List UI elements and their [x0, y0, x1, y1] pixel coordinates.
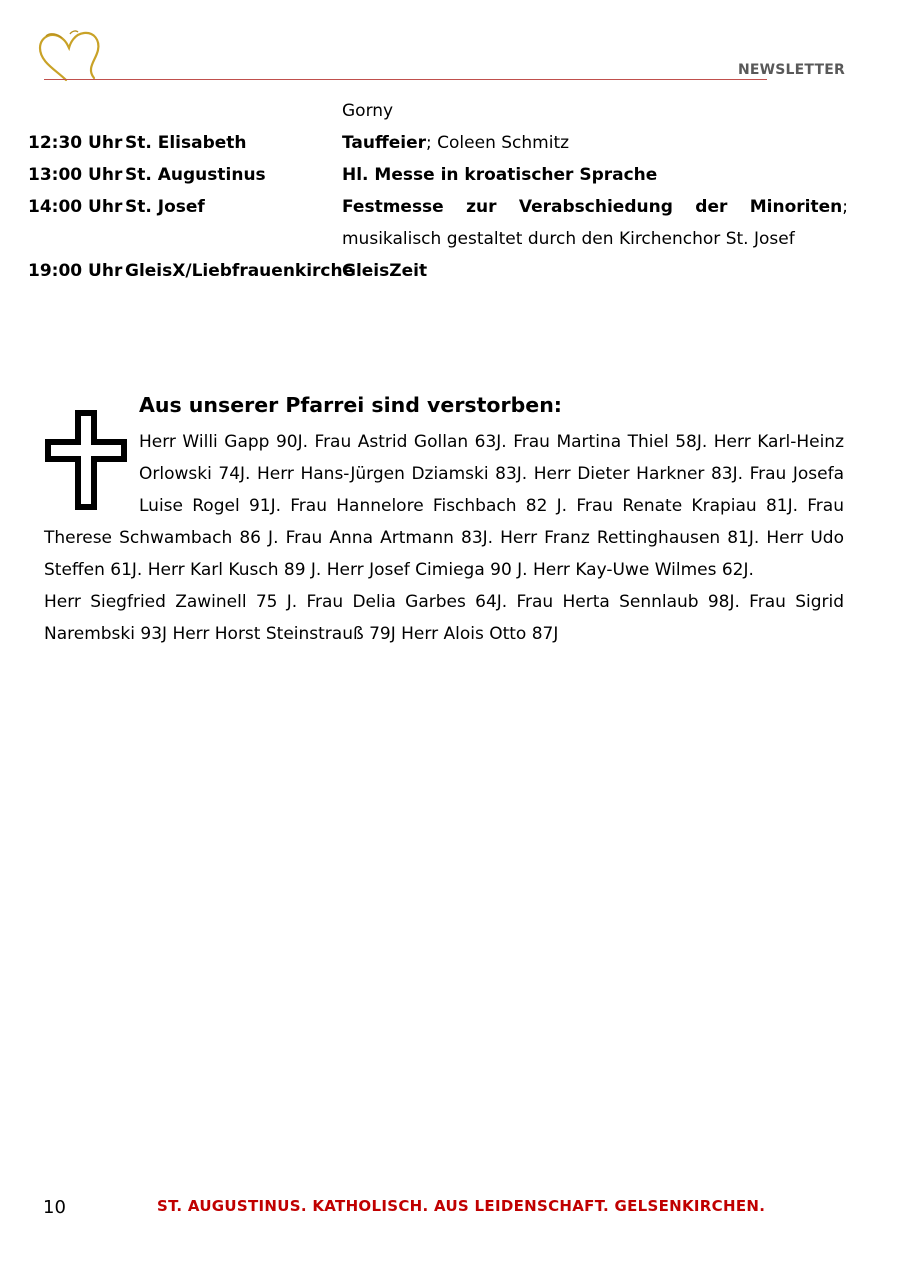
schedule-continuation-row — [28, 95, 848, 127]
schedule-description — [342, 127, 848, 159]
schedule-row — [28, 255, 848, 287]
deceased-title: Aus unserer Pfarrei sind verstorben: — [139, 393, 562, 417]
deceased-list — [44, 426, 844, 650]
schedule-time: 12:30 Uhr — [28, 133, 123, 153]
schedule-event: GleisZeit — [342, 261, 428, 281]
schedule-time: 19:00 Uhr — [28, 261, 123, 281]
deceased-paragraph: Herr Siegfried Zawinell 75 J. Frau Delia Garbes 64J. Frau Herta Sennlaub 98J. Frau Sigrid Narembski 93J Herr Horst Steinstrauß 79J Herr Alois Otto 87J — [44, 592, 844, 644]
schedule-place: St. Elisabeth — [125, 133, 247, 153]
schedule-detail: ; musikalisch gestaltet durch den Kirchenchor St. Josef — [342, 197, 848, 249]
schedule-table — [28, 95, 848, 287]
schedule-place: St. Josef — [125, 197, 205, 217]
footer-slogan: ST. AUGUSTINUS. KATHOLISCH. AUS LEIDENSCHAFT. GELSENKIRCHEN. — [157, 1197, 766, 1215]
schedule-event: Hl. Messe in kroatischer Sprache — [342, 165, 658, 185]
schedule-detail: ; Coleen Schmitz — [426, 133, 570, 153]
schedule-event: Tauffeier — [342, 133, 427, 153]
schedule-row — [28, 127, 848, 159]
continuation-text: Gorny — [342, 101, 394, 121]
heart-logo-icon — [36, 28, 102, 84]
page-number: 10 — [43, 1197, 66, 1218]
schedule-place: GleisX/Liebfrauenkirche — [125, 261, 355, 281]
schedule-place: St. Augustinus — [125, 165, 266, 185]
schedule-description — [342, 255, 848, 287]
schedule-row — [28, 159, 848, 191]
schedule-time: 13:00 Uhr — [28, 165, 123, 185]
schedule-description — [342, 159, 848, 191]
schedule-time: 14:00 Uhr — [28, 197, 123, 217]
newsletter-label: NEWSLETTER — [737, 62, 845, 78]
header-rule — [44, 79, 767, 80]
deceased-paragraph: Herr Willi Gapp 90J. Frau Astrid Gollan 63J. Frau Martina Thiel 58J. Herr Karl-Heinz Orlowski 74J. Herr Hans-Jürgen Dziamski 83J. Herr Dieter Harkner 83J. Frau Josefa Luise Rogel 91J. Frau Hannelore Fischbach 82 J. Frau Renate Krapiau 81J. Frau Therese Schwambach 86 J. Frau Anna Artmann 83J. Herr Franz Rettinghausen 81J. Herr Udo Steffen 61J. Herr Karl Kusch 89 J. Herr Josef Cimiega 90 J. Herr Kay-Uwe Wilmes 62J. — [44, 432, 844, 580]
schedule-row — [28, 191, 848, 255]
schedule-description — [342, 191, 848, 255]
schedule-event: Festmesse zur Verabschiedung der Minoriten — [342, 197, 843, 217]
